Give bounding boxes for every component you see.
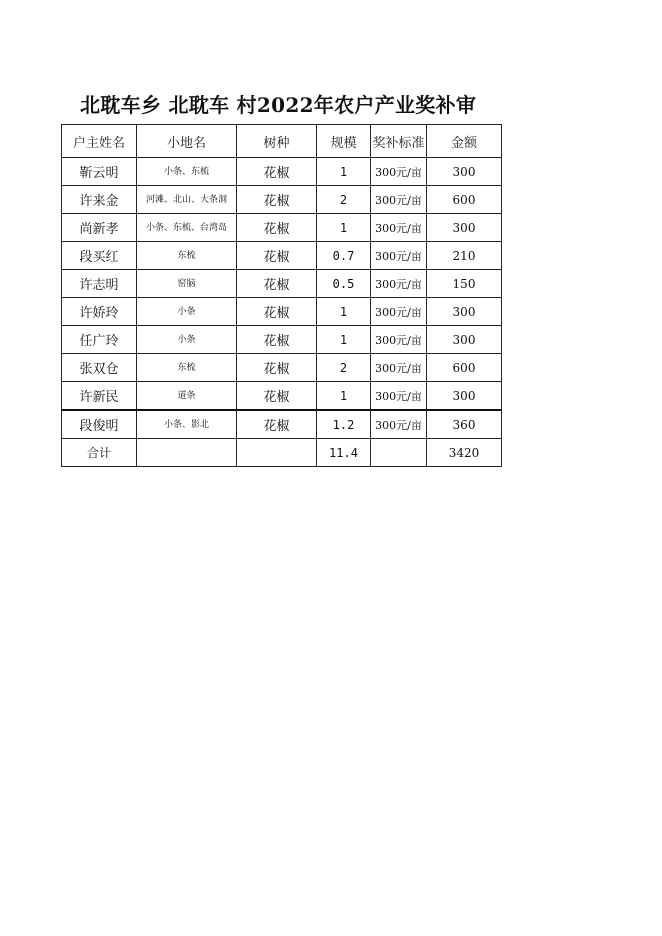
cell-standard[interactable]: 300元/亩 <box>371 270 427 298</box>
cell-standard[interactable]: 300元/亩 <box>371 298 427 326</box>
cell-amount[interactable]: 600 <box>427 354 502 382</box>
cell-standard[interactable]: 300元/亩 <box>371 242 427 270</box>
table-row <box>62 186 502 214</box>
cell-amount[interactable]: 360 <box>427 410 502 439</box>
cell-tree[interactable]: 花椒 <box>237 410 317 439</box>
page-title: 北耽车乡 北耽车 村2022年农户产业奖补审 <box>80 93 477 117</box>
cell-amount[interactable]: 600 <box>427 186 502 214</box>
total-scale-cell[interactable]: 11.4 <box>317 439 371 467</box>
cell-location[interactable]: 小条、东梳 <box>137 158 237 186</box>
cell-standard[interactable]: 300元/亩 <box>371 382 427 411</box>
cell-tree[interactable]: 花椒 <box>237 354 317 382</box>
cell-amount[interactable]: 300 <box>427 298 502 326</box>
cell-scale[interactable]: 1.2 <box>317 410 371 439</box>
cell-name[interactable]: 尚新孝 <box>62 214 137 242</box>
cell-standard[interactable]: 300元/亩 <box>371 354 427 382</box>
cell-scale[interactable]: 1 <box>317 326 371 354</box>
cell-amount[interactable]: 300 <box>427 382 502 411</box>
table-row <box>62 214 502 242</box>
total-amount-cell[interactable]: 3420 <box>427 439 502 467</box>
cell-scale[interactable]: 2 <box>317 354 371 382</box>
cell-name[interactable]: 许娇玲 <box>62 298 137 326</box>
cell-standard[interactable]: 300元/亩 <box>371 410 427 439</box>
cell-name[interactable]: 许来金 <box>62 186 137 214</box>
empty-cell[interactable] <box>137 439 237 467</box>
cell-tree[interactable]: 花椒 <box>237 298 317 326</box>
cell-scale[interactable]: 1 <box>317 158 371 186</box>
header-cell-tree[interactable]: 树种 <box>237 125 317 158</box>
cell-standard[interactable]: 300元/亩 <box>371 214 427 242</box>
table-row <box>62 326 502 354</box>
cell-location[interactable]: 小条、影北 <box>137 410 237 439</box>
cell-scale[interactable]: 1 <box>317 214 371 242</box>
cell-tree[interactable]: 花椒 <box>237 242 317 270</box>
header-cell-name[interactable]: 户主姓名 <box>62 125 137 158</box>
cell-scale[interactable]: 2 <box>317 186 371 214</box>
total-row <box>62 439 502 467</box>
table-row <box>62 298 502 326</box>
cell-tree[interactable]: 花椒 <box>237 214 317 242</box>
cell-name[interactable]: 张双仓 <box>62 354 137 382</box>
header-cell-standard[interactable]: 奖补标准 <box>371 125 427 158</box>
cell-name[interactable]: 段俊明 <box>62 410 137 439</box>
table-row <box>62 410 502 439</box>
cell-tree[interactable]: 花椒 <box>237 382 317 411</box>
cell-standard[interactable]: 300元/亩 <box>371 186 427 214</box>
table-row <box>62 242 502 270</box>
cell-standard[interactable]: 300元/亩 <box>371 158 427 186</box>
cell-amount[interactable]: 300 <box>427 214 502 242</box>
cell-scale[interactable]: 0.7 <box>317 242 371 270</box>
table-header-row <box>62 125 502 158</box>
table-row <box>62 354 502 382</box>
cell-tree[interactable]: 花椒 <box>237 158 317 186</box>
cell-name[interactable]: 许志明 <box>62 270 137 298</box>
cell-location[interactable]: 小条 <box>137 326 237 354</box>
header-cell-scale[interactable]: 规模 <box>317 125 371 158</box>
cell-amount[interactable]: 210 <box>427 242 502 270</box>
header-cell-amount[interactable]: 金额 <box>427 125 502 158</box>
cell-amount[interactable]: 150 <box>427 270 502 298</box>
cell-tree[interactable]: 花椒 <box>237 186 317 214</box>
cell-amount[interactable]: 300 <box>427 326 502 354</box>
cell-scale[interactable]: 0.5 <box>317 270 371 298</box>
cell-tree[interactable]: 花椒 <box>237 270 317 298</box>
table-row <box>62 270 502 298</box>
cell-location[interactable]: 小条、东梳、台湾岛 <box>137 214 237 242</box>
cell-tree[interactable]: 花椒 <box>237 326 317 354</box>
cell-location[interactable]: 东梳 <box>137 242 237 270</box>
cell-location[interactable]: 小条 <box>137 298 237 326</box>
table-row <box>62 158 502 186</box>
header-cell-location[interactable]: 小地名 <box>137 125 237 158</box>
total-label-cell[interactable]: 合计 <box>62 439 137 467</box>
cell-scale[interactable]: 1 <box>317 298 371 326</box>
empty-cell[interactable] <box>371 439 427 467</box>
cell-name[interactable]: 任广玲 <box>62 326 137 354</box>
cell-amount[interactable]: 300 <box>427 158 502 186</box>
table-row <box>62 382 502 411</box>
empty-cell[interactable] <box>237 439 317 467</box>
cell-location[interactable]: 河滩、北山、大条洞 <box>137 186 237 214</box>
cell-location[interactable]: 东梳 <box>137 354 237 382</box>
cell-standard[interactable]: 300元/亩 <box>371 326 427 354</box>
cell-name[interactable]: 许新民 <box>62 382 137 411</box>
cell-name[interactable]: 段买红 <box>62 242 137 270</box>
subsidy-table <box>61 124 502 467</box>
cell-name[interactable]: 靳云明 <box>62 158 137 186</box>
cell-location[interactable]: 道条 <box>137 382 237 411</box>
cell-location[interactable]: 窑脑 <box>137 270 237 298</box>
cell-scale[interactable]: 1 <box>317 382 371 411</box>
